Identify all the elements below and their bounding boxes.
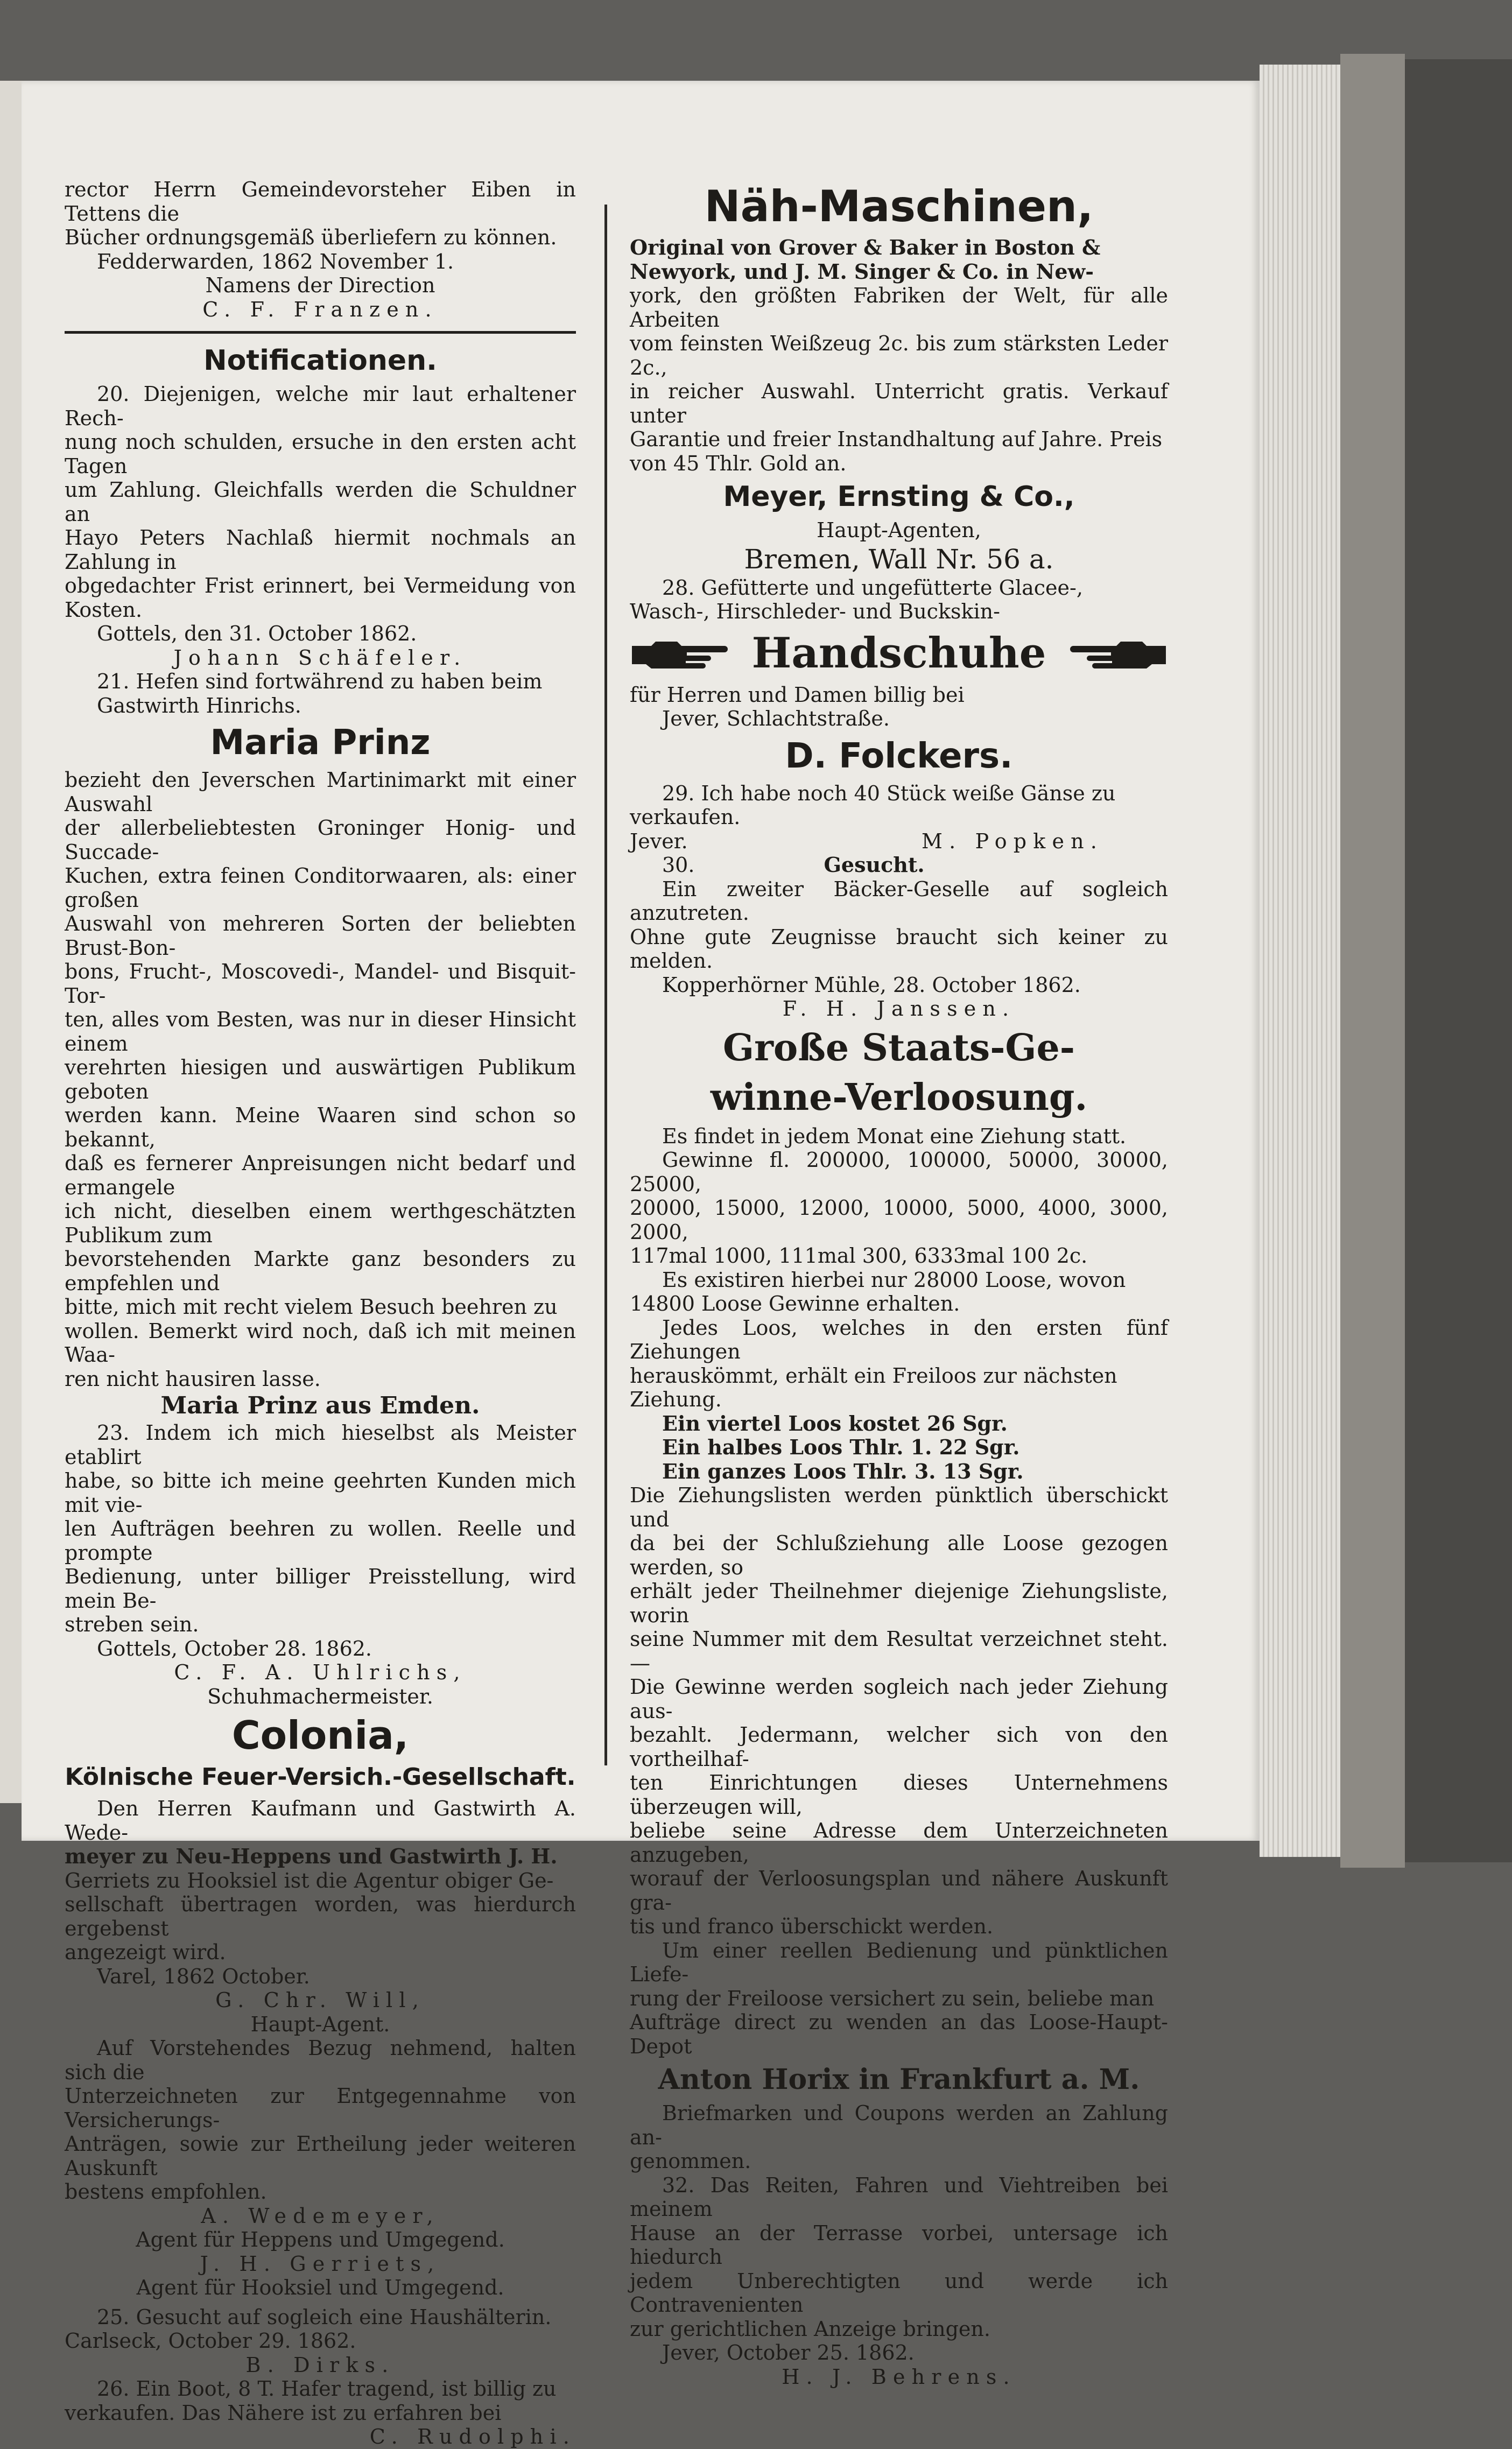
signature: F. H. Janssen. [782,997,1016,1021]
text-line: Bücher ordnungsgemäß überliefern zu können. [65,226,557,249]
text-line: 20. Diejenigen, welche mir laut erhaltener Rech- [65,382,576,430]
text-line: 14800 Loose Gewinne erhalten. [630,1292,960,1315]
text-line: angezeigt wird. [65,1940,226,1964]
notice-maria-prinz [65,722,576,1421]
text-line: Agent für Hooksiel und Umgegend. [136,2276,504,2299]
text-line: Den Herren Kaufmann und Gastwirth A. Wede- [65,1797,576,1845]
text-line: beliebe seine Adresse dem Unterzeichneten anzugeben, [630,1819,1168,1867]
text-line: Haupt-Agent. [250,2012,390,2036]
text-line: bons, Frucht-, Moscovedi-, Mandel- und Bisquit-Tor- [65,960,576,1008]
text-line: Newyork, und J. M. Singer & Co. in New- [630,259,1094,284]
text-line: Schuhmachermeister. [207,1684,433,1708]
signature: B. Dirks. [245,2353,395,2377]
text-line: Gastwirth Hinrichs. [97,693,301,717]
text-line: bitte, mich mit recht vielem Besuch beehren zu [65,1295,558,1319]
notice-23 [65,1421,576,1708]
text-line: zur gerichtlichen Anzeige bringen. [630,2317,990,2341]
text-line: Anträgen, sowie zur Ertheilung jeder weiteren Auskunft [65,2132,576,2180]
ad-heading: Große Staats-Ge- [723,1026,1075,1069]
ad-heading: Näh-Maschinen, [704,181,1094,231]
text-line: 20000, 15000, 12000, 10000, 5000, 4000, 3000, 2000, [630,1196,1168,1244]
signature: M. Popken. [922,829,1103,853]
notice-number: 30. [662,853,695,877]
text-line: Bremen, Wall Nr. 56 a. [744,543,1054,575]
text-line: Es existiren hierbei nur 28000 Loose, wovon [662,1268,1126,1292]
text-line: Original von Grover & Baker in Boston & [630,235,1101,259]
text-line-row [630,829,1168,854]
signature: C. Rudolphi. [369,2425,576,2448]
handschuhe-banner [630,629,1168,678]
text-line: Gewinne fl. 200000, 100000, 50000, 30000, 25000, [630,1148,1168,1196]
price-line: Ein halbes Loos Thlr. 1. 22 Sgr. [662,1435,1020,1459]
text-line: Briefmarken und Coupons werden an Zahlung an- [630,2101,1168,2149]
text-line: rung der Freiloose versichert zu sein, beliebe man [630,1986,1155,2010]
text-line: Jever, Schlachtstraße. [662,707,890,730]
text-line: Bedienung, unter billiger Preisstellung, wird mein Be- [65,1565,576,1613]
text-line: bevorstehenden Markte ganz besonders zu empfehlen und [65,1247,576,1295]
text-line: 28. Gefütterte und ungefütterte Glacee-, [662,575,1083,600]
text-line: werden kann. Meine Waaren sind schon so bekannt, [65,1103,576,1151]
text-line: Wasch-, Hirschleder- und Buckskin- [630,600,1000,623]
price-line: Ein ganzes Loos Thlr. 3. 13 Sgr. [662,1459,1024,1483]
text-line: Ohne gute Zeugnisse braucht sich keiner zu melden. [630,925,1168,973]
notice-21 [65,670,576,717]
text-line: Gottels, den 31. October 1862. [97,622,417,645]
text-line: Die Gewinne werden sogleich nach jeder Ziehung aus- [630,1675,1168,1723]
text-line: Unterzeichneten zur Entgegennahme von Versicherungs- [65,2084,576,2132]
text-line: wollen. Bemerkt wird noch, daß ich mit meinen Waa- [65,1319,576,1367]
text-line: verkaufen. Das Nähere ist zu erfahren bei [65,2401,502,2425]
right-column [630,178,1168,2389]
text-line: 23. Indem ich mich hieselbst als Meister etablirt [65,1421,576,1469]
signature: C. F. A. Uhlrichs, [174,1660,467,1684]
text-line: verkaufen. [630,805,741,829]
intro-notice [65,178,576,321]
notice-29 [630,782,1168,854]
signature: G. Chr. Will, [215,1988,425,2012]
page-block-edge [1260,65,1340,1857]
text-line: habe, so bitte ich meine geehrten Kunden mich mit vie- [65,1469,576,1517]
section-heading: Notificationen. [203,344,437,377]
text-line: Ziehung. [630,1388,722,1411]
text-line: Auswahl von mehreren Sorten der beliebten Brust-Bon- [65,912,576,960]
text-line: rector Herrn Gemeindevorsteher Eiben in Tettens die [65,178,576,226]
notice-30 [630,853,1168,1021]
text-line: Die Ziehungslisten werden pünktlich überschickt und [630,1483,1168,1531]
text-line: nung noch schulden, ersuche in den ersten acht Tagen [65,430,576,478]
text-line: Kuchen, extra feinen Conditorwaaren, als: einer großen [65,864,576,912]
text-line: 26. Ein Boot, 8 T. Hafer tragend, ist billig zu [97,2377,557,2401]
text-line: len Aufträgen beehren zu wollen. Reelle und prompte [65,1517,576,1565]
text-line: worauf der Verloosungsplan und nähere Auskunft gra- [630,1867,1168,1915]
text-line: bestens empfohlen. [65,2180,267,2204]
text-line: da bei der Schlußziehung alle Loose gezogen werden, so [630,1531,1168,1579]
book-cover-back [1405,59,1512,1862]
text-line-row [630,853,1168,877]
text-line: 32. Das Reiten, Fahren und Viehtreiben bei meinem [630,2173,1168,2221]
text-line: genommen. [630,2149,751,2173]
text-line: Es findet in jedem Monat eine Ziehung statt. [662,1124,1127,1148]
text-line: Varel, 1862 October. [97,1964,310,1988]
signature: C. F. Franzen. [202,297,438,321]
pointing-hand-right-icon [630,638,737,668]
text-line: Ein zweiter Bäcker-Geselle auf sogleich anzutreten. [630,877,1168,925]
price-line: Ein viertel Loos kostet 26 Sgr. [662,1411,1008,1435]
left-column [65,178,576,2449]
notice-20 [65,382,576,670]
text-line: york, den größten Fabriken der Welt, für alle Arbeiten [630,284,1168,332]
ad-heading: Maria Prinz [210,723,431,763]
text-line: Jever. [630,829,688,853]
ad-heading: Colonia, [231,1713,409,1758]
text-line: 29. Ich habe noch 40 Stück weiße Gänse zu [662,781,1116,805]
pointing-hand-left-icon [1060,638,1168,668]
text-line: 21. Hefen sind fortwährend zu haben beim [97,670,543,693]
column-divider [604,205,607,1765]
text-line: Garantie und freier Instandhaltung auf Jahre. Preis [630,427,1163,451]
text-line: 25. Gesucht auf sogleich eine Haushälterin. [97,2305,552,2329]
text-line: um Zahlung. Gleichfalls werden die Schuldner an [65,478,576,526]
notice-28 [630,576,1168,777]
text-line: verehrten hiesigen und auswärtigen Publikum geboten [65,1055,576,1103]
ad-heading: winne-Verloosung. [710,1075,1088,1119]
signature: J. H. Gerriets, [200,2251,441,2276]
text-line: bezieht den Jeverschen Martinimarkt mit einer Auswahl [65,768,576,816]
text-line: von 45 Thlr. Gold an. [630,451,847,475]
text-line: Um einer reellen Bedienung und pünktlichen Liefe- [630,1938,1168,1986]
notice-naeh-maschinen [630,182,1168,576]
ad-firm-name: Anton Horix in Frankfurt a. M. [658,2063,1140,2096]
text-line: daß es fernerer Anpreisungen nicht bedarf und ermangele [65,1151,576,1199]
signature: Johann Schäfeler. [173,645,467,670]
ad-subheading: Kölnische Feuer-Versich.-Gesellschaft. [65,1763,576,1791]
section-rule [65,331,576,334]
text-line: der allerbeliebtesten Groninger Honig- und Succade- [65,816,576,864]
text-line: 117mal 1000, 111mal 300, 6333mal 100 2c. [630,1244,1088,1268]
ad-firm-name: D. Folckers. [785,736,1013,776]
notice-colonia [65,1713,576,2300]
text-line: ich nicht, dieselben einem werthgeschätzten Publikum zum [65,1199,576,1247]
text-line: Carlseck, October 29. 1862. [65,2329,356,2353]
text-line: jedem Unberechtigten und werde ich Contravenienten [630,2269,1168,2317]
ad-heading: Handschuhe [751,628,1046,678]
signature: H. J. Behrens. [782,2364,1016,2389]
text-line: seine Nummer mit dem Resultat verzeichnet steht. — [630,1627,1168,1675]
text-line: Namens der Direction [205,273,435,297]
ad-signature: Maria Prinz aus Emden. [160,1392,480,1419]
text-line: Jedes Loos, welches in den ersten fünf Ziehungen [630,1315,1168,1363]
text-line: für Herren und Damen billig bei [630,682,965,707]
text-line: Jever, October 25. 1862. [662,2341,915,2364]
text-line: meyer zu Neu-Heppens und Gastwirth J. H. [65,1844,558,1868]
text-line: tis und franco überschickt werden. [630,1915,994,1938]
text-line: obgedachter Frist erinnert, bei Vermeidung von Kosten. [65,574,576,622]
text-line: Fedderwarden, 1862 November 1. [97,249,454,273]
text-line: ten, alles vom Besten, was nur in dieser Hinsicht einem [65,1008,576,1055]
text-line: Hayo Peters Nachlaß hiermit nochmals an Zahlung in [65,526,576,574]
text-line: vom feinsten Weißzeug 2c. bis zum stärksten Leder 2c., [630,332,1168,379]
text-line: Aufträge direct zu wenden an das Loose-Haupt-Depot [630,2010,1168,2058]
ad-firm-name: Meyer, Ernsting & Co., [723,481,1075,513]
notice-26 [65,2377,576,2449]
notice-25 [65,2305,576,2377]
notice-32 [630,2173,1168,2389]
notice-title: Gesucht. [824,853,925,877]
signature: A. Wedemeyer, [201,2204,440,2228]
text-line: ren nicht hausiren lasse. [65,1367,321,1391]
text-line: bezahlt. Jedermann, welcher sich von den vortheilhaf- [630,1723,1168,1771]
book-cover [1340,54,1405,1868]
text-line: in reicher Auswahl. Unterricht gratis. Verkauf unter [630,379,1168,427]
text-line: erhält jeder Theilnehmer diejenige Ziehungsliste, worin [630,1579,1168,1627]
text-line: Agent für Heppens und Umgegend. [136,2228,505,2251]
text-line: ten Einrichtungen dieses Unternehmens überzeugen will, [630,1771,1168,1819]
text-line: Gerriets zu Hooksiel ist die Agentur obiger Ge- [65,1868,554,1892]
text-line: Haupt-Agenten, [817,518,981,542]
text-line: Auf Vorstehendes Bezug nehmend, halten sich die [65,2036,576,2084]
text-line: Gottels, October 28. 1862. [97,1636,372,1660]
notice-staats-gewinne [630,1025,1168,2173]
text-line: Hause an der Terrasse vorbei, untersage ich hiedurch [630,2221,1168,2269]
text-line: Kopperhörner Mühle, 28. October 1862. [662,973,1081,997]
text-line: sellschaft übertragen worden, was hierdurch ergebenst [65,1892,576,1940]
text-line: streben sein. [65,1613,199,1636]
text-line: herauskömmt, erhält ein Freiloos zur nächsten [630,1363,1117,1388]
